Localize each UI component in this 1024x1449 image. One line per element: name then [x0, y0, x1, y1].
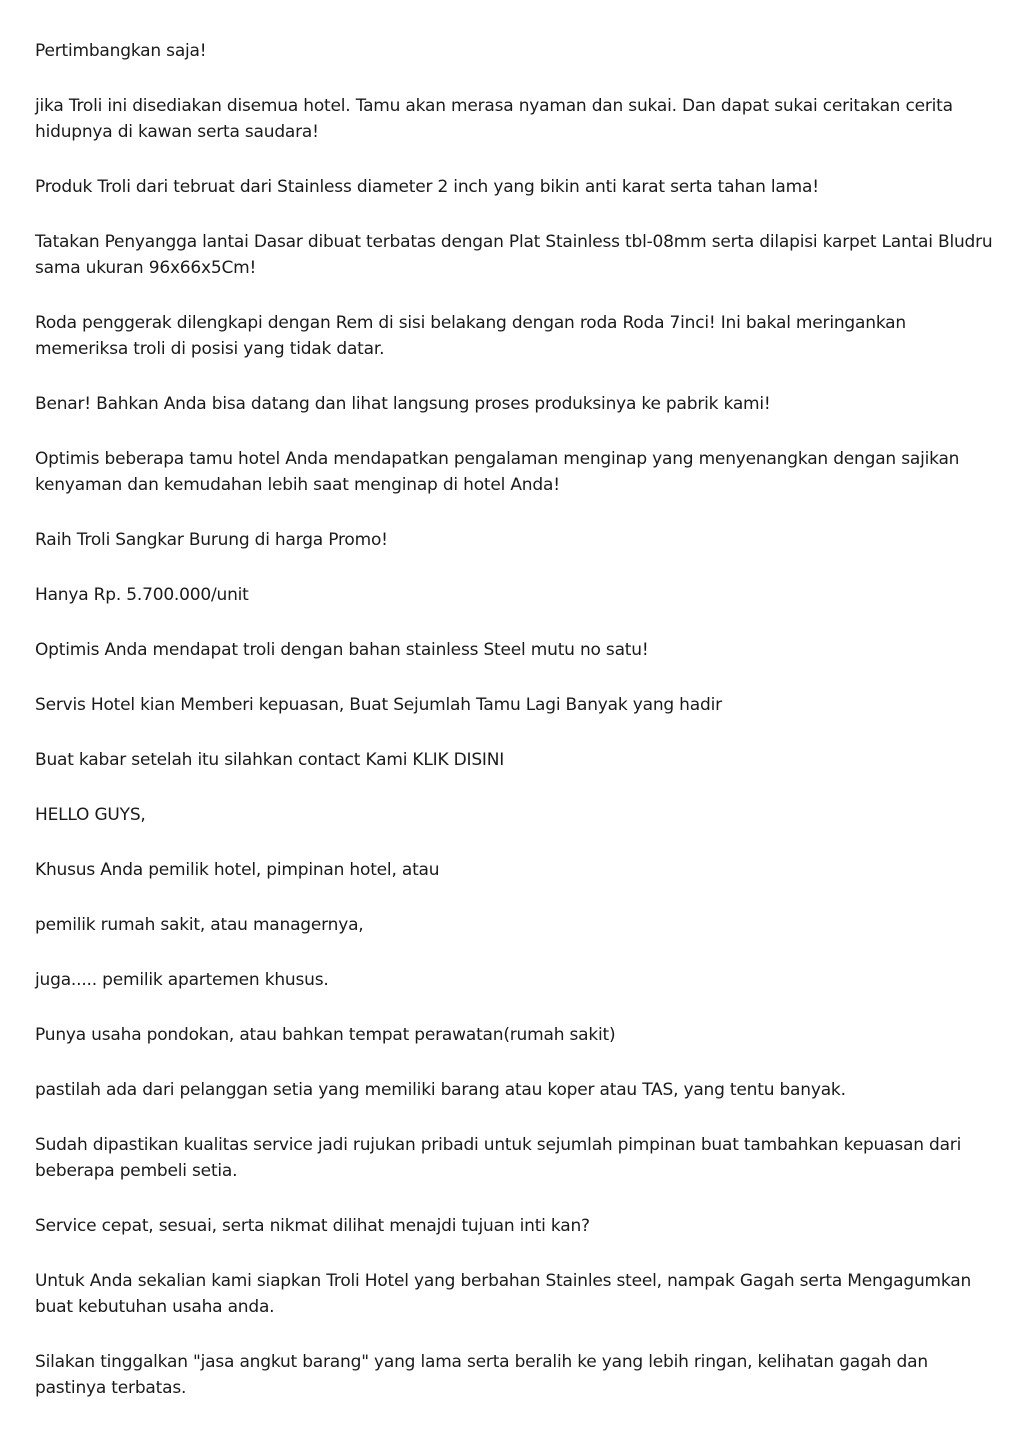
paragraph-service: Servis Hotel kian Memberi kepuasan, Buat Sejumlah Tamu Lagi Banyak yang hadir: [35, 695, 722, 715]
paragraph-service-goal: Service cepat, sesuai, serta nikmat dilihat menajdi tujuan inti kan?: [35, 1216, 590, 1236]
paragraph-audience-hotel: Khusus Anda pemilik hotel, pimpinan hotel, atau: [35, 860, 440, 880]
document-body: [35, 38, 995, 1430]
paragraph-factory-visit: Benar! Bahkan Anda bisa datang dan lihat langsung proses produksinya ke pabrik kami!: [35, 394, 771, 414]
paragraph-quality: Optimis Anda mendapat troli dengan bahan stainless Steel mutu no satu!: [35, 640, 649, 660]
paragraph-service-quality: Sudah dipastikan kualitas service jadi rujukan pribadi untuk sejumlah pimpinan buat tambahkan kepuasan dari beberapa pembeli setia.: [35, 1135, 962, 1181]
paragraph-wheels: Roda penggerak dilengkapi dengan Rem di sisi belakang dengan roda Roda 7inci! Ini bakal meringankan memeriksa troli di posisi yang tidak datar.: [35, 313, 906, 359]
paragraph-base-plate: Tatakan Penyangga lantai Dasar dibuat terbatas dengan Plat Stainless tbl-08mm serta dilapisi karpet Lantai Bludru sama ukuran 96x66x5Cm!: [35, 232, 993, 278]
paragraph-stainless-material: Produk Troli dari tebruat dari Stainless diameter 2 inch yang bikin anti karat serta tahan lama!: [35, 177, 819, 197]
paragraph-price: Hanya Rp. 5.700.000/unit: [35, 585, 249, 605]
paragraph-closing: Silakan tinggalkan "jasa angkut barang" yang lama serta beralih ke yang lebih ringan, kelihatan gagah dan pastinya terbatas.: [35, 1352, 928, 1398]
paragraph-offer: Untuk Anda sekalian kami siapkan Troli Hotel yang berbahan Stainles steel, nampak Gagah serta Mengagumkan buat kebutuhan usaha anda.: [35, 1271, 972, 1317]
paragraph-promo: Raih Troli Sangkar Burung di harga Promo!: [35, 530, 388, 550]
paragraph-audience-apartment: juga..... pemilik apartemen khusus.: [35, 970, 329, 990]
paragraph-audience-hospital: pemilik rumah sakit, atau managernya,: [35, 915, 364, 935]
paragraph-customers: pastilah ada dari pelanggan setia yang memiliki barang atau koper atau TAS, yang tentu banyak.: [35, 1080, 846, 1100]
paragraph-intro: Pertimbangkan saja!: [35, 41, 207, 61]
paragraph-greeting: HELLO GUYS,: [35, 805, 146, 825]
paragraph-hotel-trolley: jika Troli ini disediakan disemua hotel. Tamu akan merasa nyaman dan sukai. Dan dapat sukai ceritakan cerita hidupnya di kawan serta saudara!: [35, 96, 953, 142]
paragraph-contact: Buat kabar setelah itu silahkan contact Kami KLIK DISINI: [35, 750, 505, 770]
paragraph-business: Punya usaha pondokan, atau bahkan tempat perawatan(rumah sakit): [35, 1025, 616, 1045]
paragraph-guest-experience: Optimis beberapa tamu hotel Anda mendapatkan pengalaman menginap yang menyenangkan dengan sajikan kenyaman dan kemudahan lebih saat menginap di hotel Anda!: [35, 449, 960, 495]
